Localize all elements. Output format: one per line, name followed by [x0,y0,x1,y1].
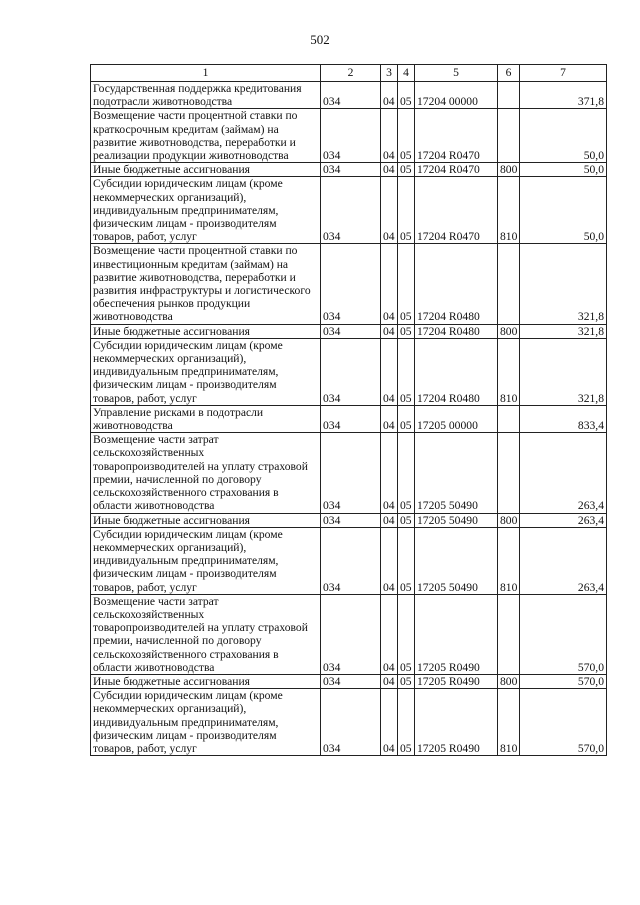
target-article-cell: 17205 R0490 [415,674,498,688]
expense-type-cell [498,433,520,513]
description-cell: Управление рисками в подотрасли животноводства [91,405,321,432]
header-cell-7: 7 [520,65,607,82]
ministry-code-cell: 034 [321,177,381,244]
description-cell: Возмещение части затрат сельскохозяйственных товаропроизводителей на уплату страховой премии, начисленной по договору сельскохозяйственного страхования в области животноводства [91,594,321,674]
expense-type-cell [498,244,520,324]
subsection-cell: 05 [398,82,415,109]
expense-type-cell: 810 [498,527,520,594]
description-cell: Возмещение части процентной ставки по краткосрочным кредитам (займам) на развитие животноводства, переработки и реализации продукции животноводства [91,109,321,163]
amount-cell: 371,8 [520,82,607,109]
subsection-cell: 05 [398,109,415,163]
amount-cell: 570,0 [520,594,607,674]
description-cell: Иные бюджетные ассигнования [91,513,321,527]
expense-type-cell: 800 [498,324,520,338]
table-row [91,674,607,688]
amount-cell: 570,0 [520,689,607,756]
amount-cell: 570,0 [520,674,607,688]
expense-type-cell: 810 [498,338,520,405]
description-cell: Возмещение части затрат сельскохозяйственных товаропроизводителей на уплату страховой премии, начисленной по договору сельскохозяйственного страхования в области животноводства [91,433,321,513]
section-cell: 04 [381,513,398,527]
ministry-code-cell: 034 [321,689,381,756]
amount-cell: 833,4 [520,405,607,432]
description-cell: Субсидии юридическим лицам (кроме некоммерческих организаций), индивидуальным предпринимателям, физическим лицам - производителям товаров, работ, услуг [91,177,321,244]
table-row [91,594,607,674]
amount-cell: 263,4 [520,433,607,513]
section-cell: 04 [381,527,398,594]
subsection-cell: 05 [398,405,415,432]
section-cell: 04 [381,244,398,324]
expense-type-cell: 810 [498,177,520,244]
ministry-code-cell: 034 [321,433,381,513]
table-row [91,163,607,177]
section-cell: 04 [381,594,398,674]
table-row [91,109,607,163]
section-cell: 04 [381,177,398,244]
expense-type-cell [498,82,520,109]
target-article-cell: 17204 R0470 [415,177,498,244]
amount-cell: 50,0 [520,177,607,244]
description-cell: Иные бюджетные ассигнования [91,324,321,338]
section-cell: 04 [381,163,398,177]
table-row [91,324,607,338]
section-cell: 04 [381,109,398,163]
ministry-code-cell: 034 [321,163,381,177]
header-cell-6: 6 [498,65,520,82]
target-article-cell: 17204 R0470 [415,163,498,177]
target-article-cell: 17205 R0490 [415,689,498,756]
target-article-cell: 17205 50490 [415,527,498,594]
target-article-cell: 17205 R0490 [415,594,498,674]
header-cell-3: 3 [381,65,398,82]
expense-type-cell: 800 [498,163,520,177]
section-cell: 04 [381,405,398,432]
table-row [91,513,607,527]
table-row [91,689,607,756]
subsection-cell: 05 [398,513,415,527]
description-cell: Субсидии юридическим лицам (кроме некоммерческих организаций), индивидуальным предпринимателям, физическим лицам - производителям товаров, работ, услуг [91,527,321,594]
table-row [91,338,607,405]
header-cell-4: 4 [398,65,415,82]
header-cell-1: 1 [91,65,321,82]
subsection-cell: 05 [398,689,415,756]
subsection-cell: 05 [398,674,415,688]
subsection-cell: 05 [398,594,415,674]
target-article-cell: 17205 50490 [415,433,498,513]
description-cell: Субсидии юридическим лицам (кроме некоммерческих организаций), индивидуальным предпринимателям, физическим лицам - производителям товаров, работ, услуг [91,689,321,756]
target-article-cell: 17205 50490 [415,513,498,527]
section-cell: 04 [381,689,398,756]
table-row [91,527,607,594]
subsection-cell: 05 [398,244,415,324]
header-cell-2: 2 [321,65,381,82]
expense-type-cell: 810 [498,689,520,756]
section-cell: 04 [381,674,398,688]
description-cell: Иные бюджетные ассигнования [91,163,321,177]
amount-cell: 321,8 [520,324,607,338]
section-cell: 04 [381,338,398,405]
section-cell: 04 [381,324,398,338]
subsection-cell: 05 [398,177,415,244]
amount-cell: 263,4 [520,513,607,527]
ministry-code-cell: 034 [321,527,381,594]
table-row [91,82,607,109]
ministry-code-cell: 034 [321,338,381,405]
table-row [91,177,607,244]
budget-table [90,64,607,756]
expense-type-cell [498,594,520,674]
amount-cell: 263,4 [520,527,607,594]
ministry-code-cell: 034 [321,82,381,109]
description-cell: Субсидии юридическим лицам (кроме некоммерческих организаций), индивидуальным предпринимателям, физическим лицам - производителям товаров, работ, услуг [91,338,321,405]
table-row [91,405,607,432]
subsection-cell: 05 [398,433,415,513]
header-cell-5: 5 [415,65,498,82]
section-cell: 04 [381,433,398,513]
target-article-cell: 17205 00000 [415,405,498,432]
description-cell: Иные бюджетные ассигнования [91,674,321,688]
amount-cell: 321,8 [520,244,607,324]
ministry-code-cell: 034 [321,324,381,338]
ministry-code-cell: 034 [321,674,381,688]
target-article-cell: 17204 R0480 [415,324,498,338]
ministry-code-cell: 034 [321,109,381,163]
expense-type-cell: 800 [498,513,520,527]
table-header-row [91,65,607,82]
ministry-code-cell: 034 [321,244,381,324]
description-cell: Возмещение части процентной ставки по инвестиционным кредитам (займам) на развитие животноводства, переработки и развития инфраструктуры и логистического обеспечения рынков продукции животноводства [91,244,321,324]
amount-cell: 50,0 [520,163,607,177]
expense-type-cell [498,109,520,163]
table-row [91,433,607,513]
target-article-cell: 17204 R0470 [415,109,498,163]
section-cell: 04 [381,82,398,109]
target-article-cell: 17204 00000 [415,82,498,109]
table-body [91,82,607,756]
page-number: 502 [310,32,330,47]
subsection-cell: 05 [398,163,415,177]
amount-cell: 50,0 [520,109,607,163]
ministry-code-cell: 034 [321,513,381,527]
table-row [91,244,607,324]
ministry-code-cell: 034 [321,594,381,674]
ministry-code-cell: 034 [321,405,381,432]
expense-type-cell [498,405,520,432]
amount-cell: 321,8 [520,338,607,405]
target-article-cell: 17204 R0480 [415,338,498,405]
description-cell: Государственная поддержка кредитования подотрасли животноводства [91,82,321,109]
target-article-cell: 17204 R0480 [415,244,498,324]
expense-type-cell: 800 [498,674,520,688]
subsection-cell: 05 [398,527,415,594]
subsection-cell: 05 [398,324,415,338]
subsection-cell: 05 [398,338,415,405]
